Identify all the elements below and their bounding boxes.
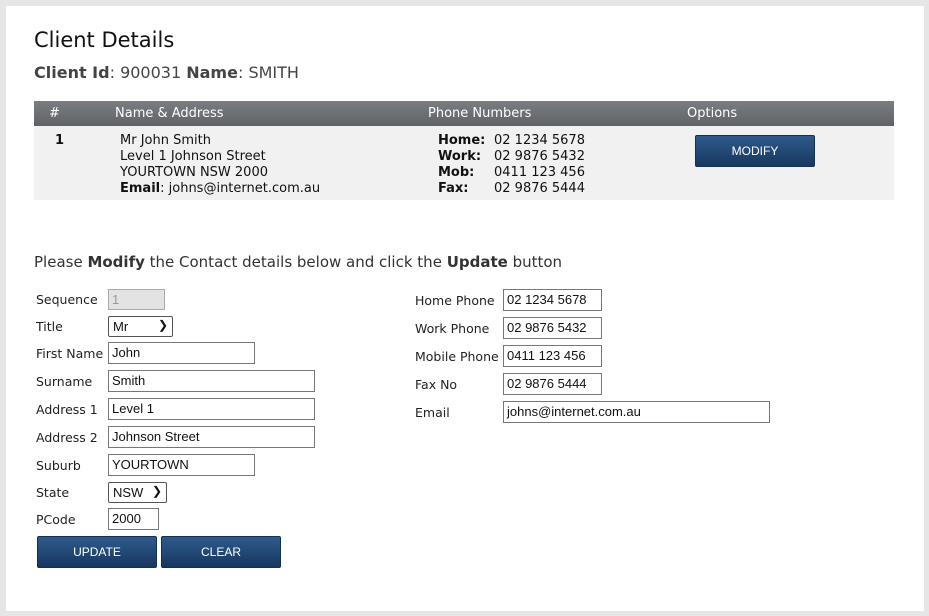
client-summary: Client Id: 900031 Name: SMITH — [34, 63, 299, 82]
pcode-field[interactable]: 2000 — [108, 508, 159, 530]
row-address-line1: Level 1 Johnson Street — [120, 149, 266, 164]
address2-field[interactable]: Johnson Street — [108, 426, 315, 448]
chevron-down-icon: ❯ — [151, 484, 162, 498]
row-phone-numbers — [438, 133, 585, 197]
email-label: Email — [415, 405, 450, 420]
page-title: Client Details — [34, 28, 175, 52]
col-header-options: Options — [687, 106, 738, 121]
col-header-phone-numbers: Phone Numbers — [428, 106, 532, 121]
work-phone-field[interactable]: 02 9876 5432 — [503, 317, 602, 339]
table-header — [34, 101, 894, 126]
modify-button[interactable]: MODIFY — [695, 135, 815, 167]
row-number: 1 — [55, 133, 65, 148]
instruction-text: Please Modify the Contact details below and click the Update button — [34, 253, 563, 271]
col-header-num: # — [49, 106, 60, 121]
row-name-address — [120, 133, 320, 197]
email-field[interactable]: johns@internet.com.au — [503, 401, 770, 423]
address2-label: Address 2 — [36, 430, 98, 445]
state-label: State — [36, 485, 70, 500]
first-name-field[interactable]: John — [108, 342, 255, 364]
table-row — [34, 126, 894, 200]
surname-label: Surname — [36, 374, 93, 389]
phone-home: Home: 02 1234 5678 — [438, 133, 585, 148]
client-details-panel — [6, 6, 924, 611]
client-name-label: Name — [186, 63, 238, 82]
home-phone-field[interactable]: 02 1234 5678 — [503, 289, 602, 311]
mobile-phone-label: Mobile Phone — [415, 349, 499, 364]
row-address-line2: YOURTOWN NSW 2000 — [120, 165, 268, 180]
sequence-field: 1 — [108, 289, 165, 310]
client-id-label: Client Id — [34, 63, 110, 82]
clear-button[interactable]: CLEAR — [161, 536, 281, 568]
pcode-label: PCode — [36, 512, 76, 527]
title-select[interactable]: Mr ❯ — [108, 316, 173, 337]
title-label: Title — [36, 319, 63, 334]
fax-field[interactable]: 02 9876 5444 — [503, 373, 602, 395]
update-button[interactable]: UPDATE — [37, 536, 157, 568]
client-id-value: 900031 — [120, 63, 182, 82]
suburb-field[interactable]: YOURTOWN — [108, 454, 255, 476]
address1-label: Address 1 — [36, 402, 98, 417]
suburb-label: Suburb — [36, 458, 81, 473]
home-phone-label: Home Phone — [415, 293, 495, 308]
phone-work: Work: 02 9876 5432 — [438, 149, 585, 164]
fax-label: Fax No — [415, 377, 458, 392]
phone-mobile: Mob: 0411 123 456 — [438, 165, 585, 180]
row-email: Email: johns@internet.com.au — [120, 181, 321, 196]
state-select[interactable]: NSW ❯ — [108, 482, 167, 503]
mobile-phone-field[interactable]: 0411 123 456 — [503, 345, 602, 367]
surname-field[interactable]: Smith — [108, 370, 315, 392]
sequence-label: Sequence — [36, 292, 98, 307]
work-phone-label: Work Phone — [415, 321, 490, 336]
phone-fax: Fax: 02 9876 5444 — [438, 181, 585, 196]
row-name: Mr John Smith — [120, 133, 211, 148]
address1-field[interactable]: Level 1 — [108, 398, 315, 420]
client-name-value: SMITH — [248, 63, 299, 82]
first-name-label: First Name — [36, 346, 104, 361]
chevron-down-icon: ❯ — [157, 318, 168, 332]
col-header-name-address: Name & Address — [115, 106, 224, 121]
